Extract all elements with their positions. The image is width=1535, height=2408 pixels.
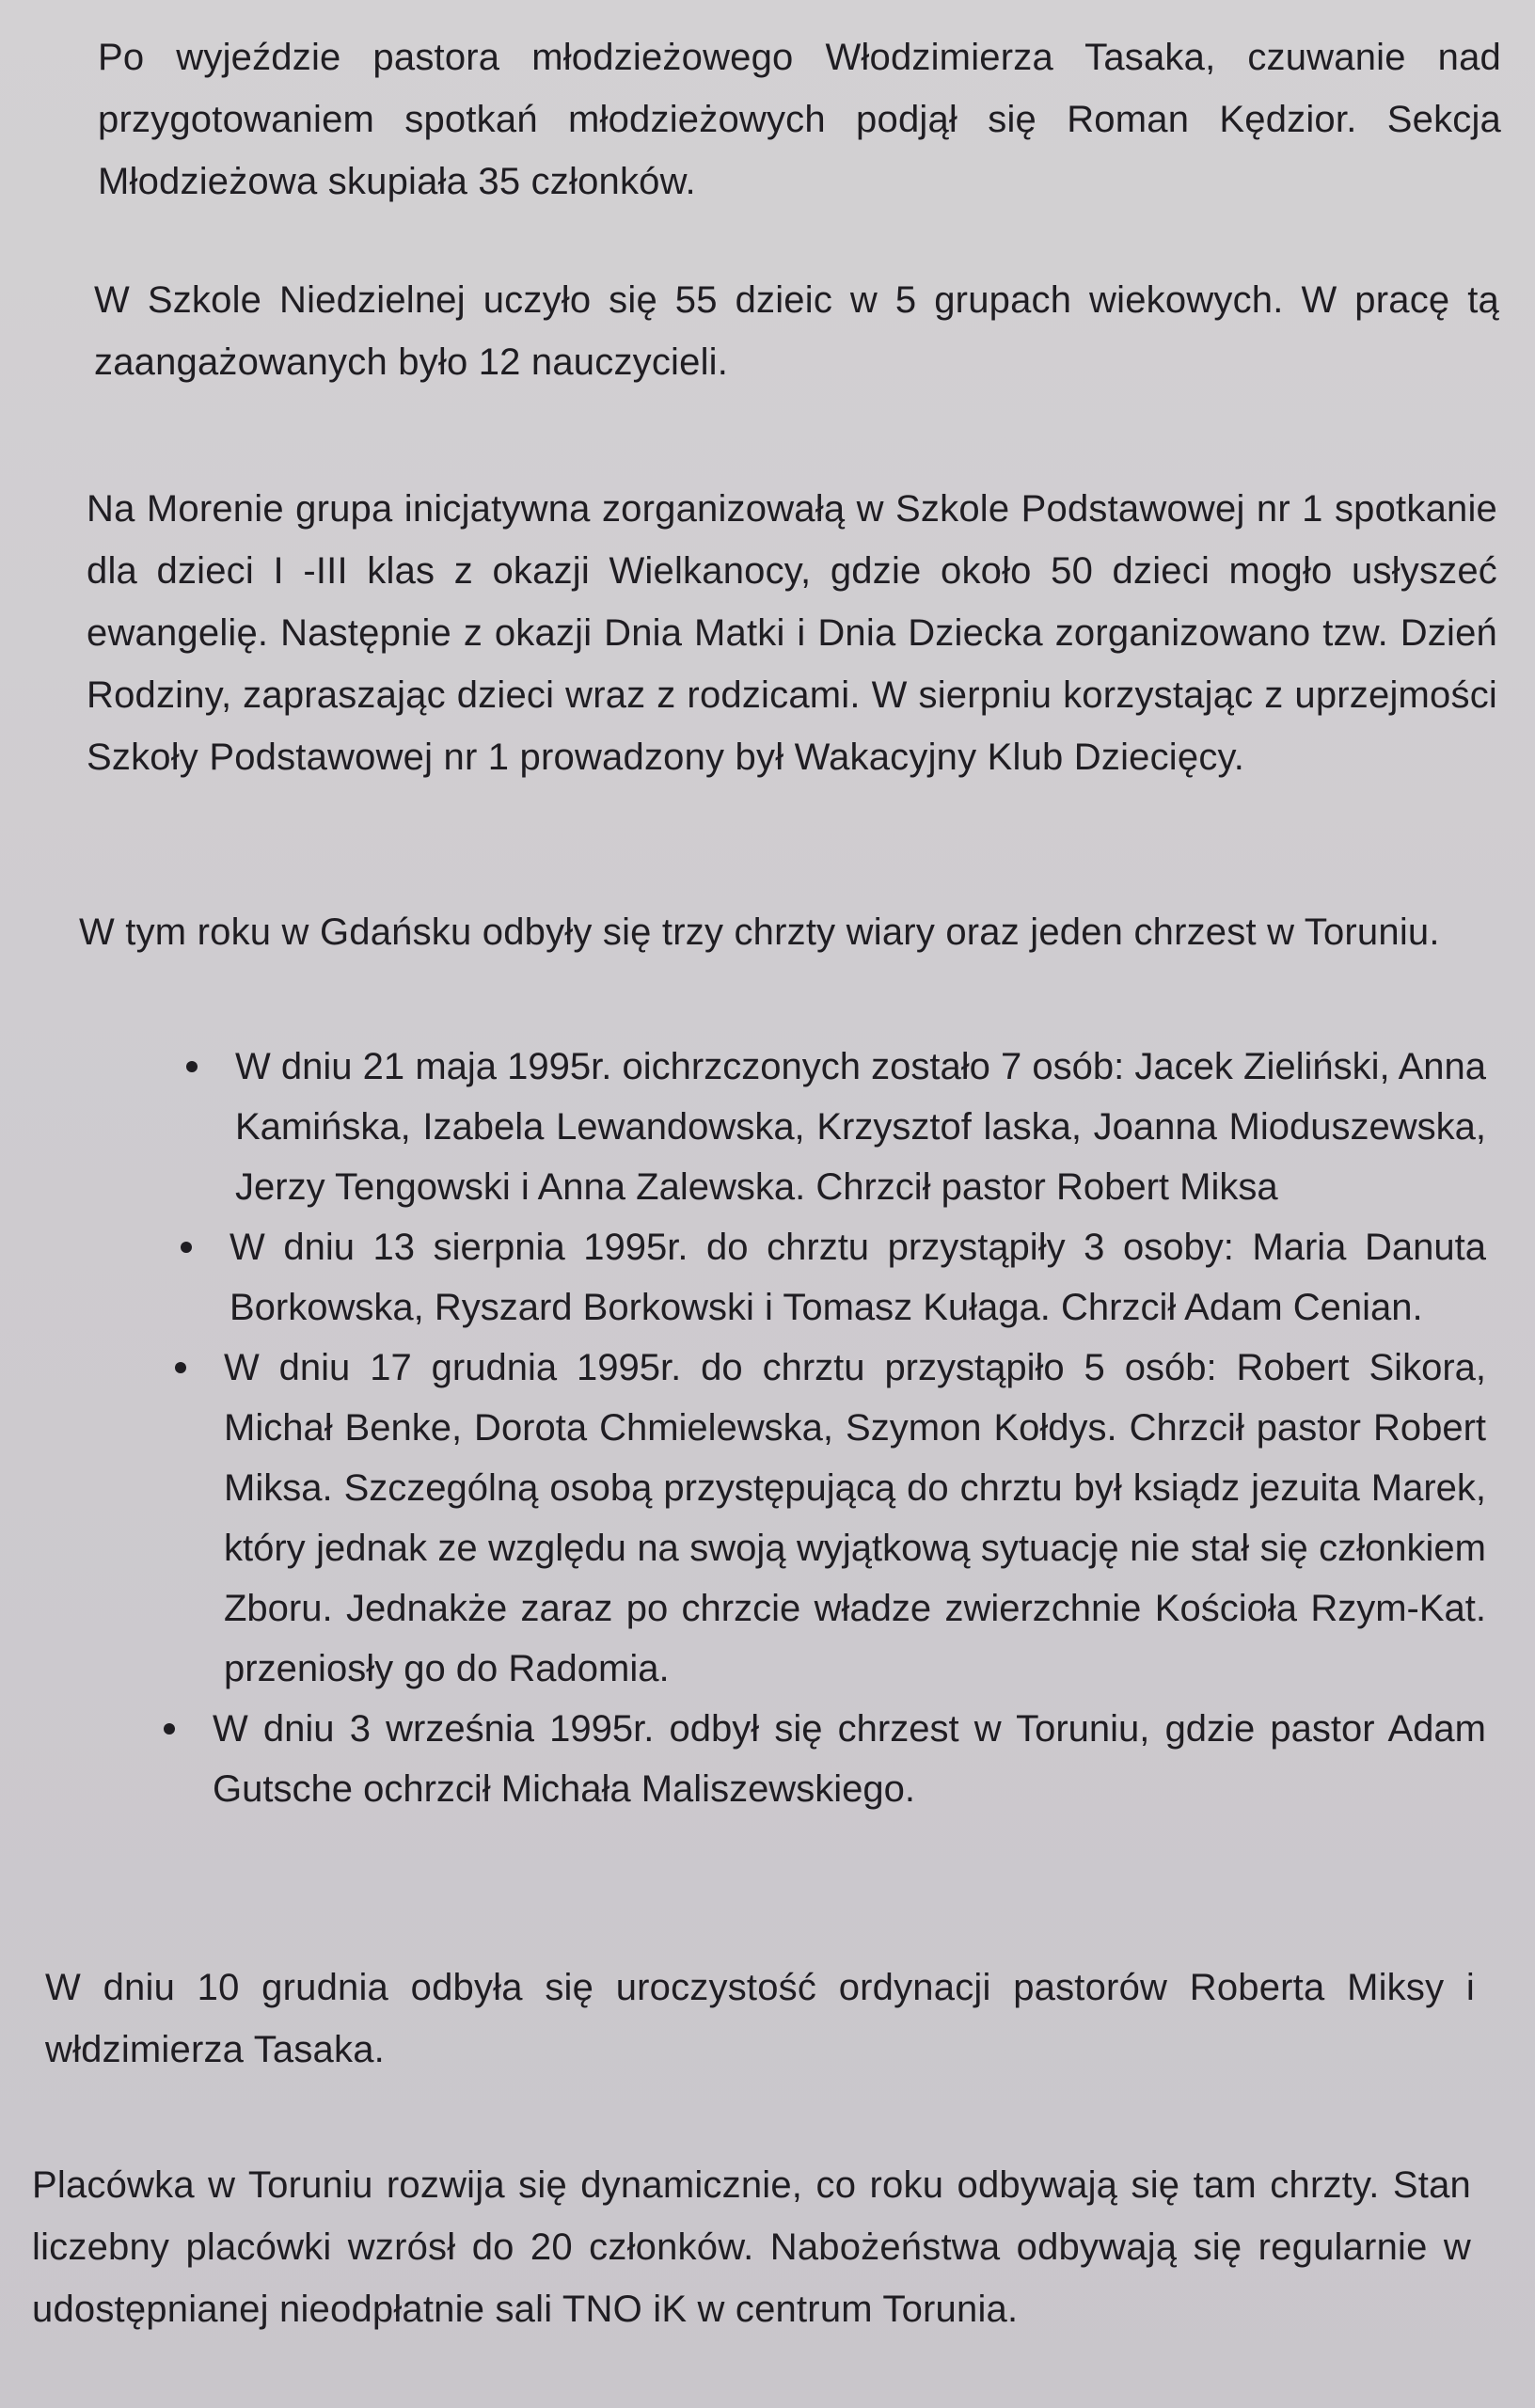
baptism-item-text: W dniu 3 września 1995r. odbył się chrzest w Toruniu, gdzie pastor Adam Gutsche ochrzcił Michała Maliszewskiego. — [213, 1708, 1486, 1810]
baptism-item-text: W dniu 17 grudnia 1995r. do chrztu przystąpiło 5 osób: Robert Sikora, Michał Benke, Dorota Chmielewska, Szymon Kołdys. Chrzcił pastor Robert Miksa. Szczególną osobą przystępującą do chrztu był ksiądz jezuita Marek, który jednak ze względu na swoją wyjątkową sytuację nie stał się członkiem Zboru. Jednakże zaraz po chrzcie władze zwierzchnie Kościoła Rzym-Kat. przeniosły go do Radomia. — [224, 1347, 1486, 1689]
baptism-item-text: W dniu 21 maja 1995r. oichrzczonych zostało 7 osób: Jacek Zieliński, Anna Kamińska, Izabela Lewandowska, Krzysztof laska, Joanna Mioduszewska, Jerzy Tengowski i Anna Zalewska. Chrzcił pastor Robert Miksa — [235, 1046, 1486, 1208]
bullet-icon — [175, 1362, 186, 1373]
bullet-icon — [186, 1061, 198, 1072]
list-item — [147, 1699, 1486, 1819]
bullet-icon — [164, 1723, 175, 1735]
baptism-item-text: W dniu 13 sierpnia 1995r. do chrztu przystąpiły 3 osoby: Maria Danuta Borkowska, Ryszard Borkowski i Tomasz Kułaga. Chrzcił Adam Cenian. — [229, 1227, 1486, 1328]
list-item — [169, 1037, 1486, 1217]
paragraph-sunday-school: W Szkole Niedzielnej uczyło się 55 dzieic w 5 grupach wiekowych. W pracę tą zaangażowanych było 12 nauczycieli. — [94, 279, 1499, 383]
paragraph-ordination: W dniu 10 grudnia odbyła się uroczystość ordynacji pastorów Roberta Miksy i włdzimierza Tasaka. — [45, 1967, 1475, 2070]
paragraph-youth-section: Po wyjeździe pastora młodzieżowego Włodzimierza Tasaka, czuwanie nad przygotowaniem spotkań młodzieżowych podjął się Roman Kędzior. Sekcja Młodzieżowa skupiała 35 członków. — [98, 37, 1501, 202]
paragraph-morena-group: Na Morenie grupa inicjatywna zorganizowałą w Szkole Podstawowej nr 1 spotkanie dla dzieci I -III klas z okazji Wielkanocy, gdzie około 50 dzieci mogło usłyszeć ewangelię. Następnie z okazji Dnia Matki i Dnia Dziecka zorganizowano tzw. Dzień Rodziny, zapraszając dzieci wraz z rodzicami. W sierpniu korzystając z uprzejmości Szkoły Podstawowej nr 1 prowadzony był Wakacyjny Klub Dziecięcy. — [87, 488, 1497, 778]
list-item — [158, 1338, 1486, 1699]
paragraph-baptisms-intro: W tym roku w Gdańsku odbyły się trzy chrzty wiary oraz jeden chrzest w Toruniu. — [79, 911, 1440, 953]
list-item — [164, 1217, 1486, 1338]
bullet-icon — [181, 1242, 192, 1253]
paragraph-torun-branch: Placówka w Toruniu rozwija się dynamicznie, co roku odbywają się tam chrzty. Stan liczebny placówki wzrósł do 20 członków. Nabożeństwa odbywają się regularnie w udostępnianej nieodpłatnie sali TNO iK w centrum Torunia. — [32, 2164, 1471, 2330]
baptism-list — [169, 1037, 1486, 1819]
